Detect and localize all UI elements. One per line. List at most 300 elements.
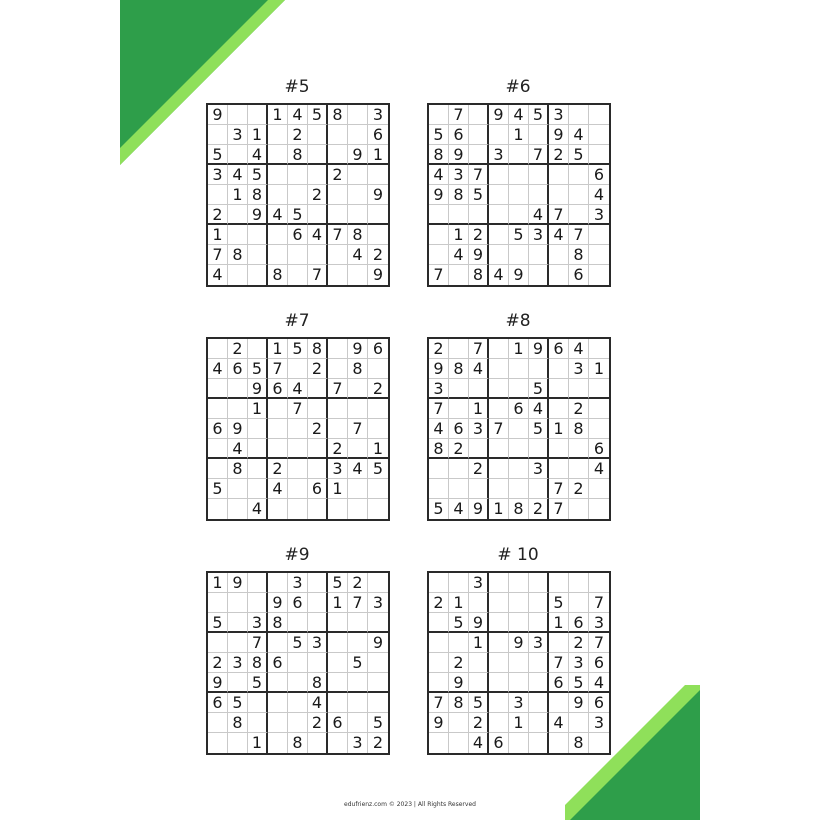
sudoku-cell xyxy=(529,265,549,285)
sudoku-cell: 3 xyxy=(228,125,248,145)
sudoku-cell: 8 xyxy=(509,499,529,519)
sudoku-cell xyxy=(569,105,589,125)
sudoku-cell: 7 xyxy=(589,593,609,613)
puzzle-title: #6 xyxy=(505,77,531,97)
sudoku-cell xyxy=(529,439,549,459)
sudoku-cell: 3 xyxy=(429,379,449,399)
sudoku-cell xyxy=(228,733,248,753)
sudoku-cell: 3 xyxy=(368,105,388,125)
sudoku-cell: 2 xyxy=(469,713,489,733)
sudoku-cell: 6 xyxy=(489,733,509,753)
sudoku-cell xyxy=(429,105,449,125)
sudoku-cell: 5 xyxy=(469,185,489,205)
sudoku-cell xyxy=(489,459,509,479)
sudoku-cell: 9 xyxy=(509,633,529,653)
sudoku-cell: 2 xyxy=(268,459,288,479)
sudoku-cell xyxy=(569,205,589,225)
sudoku-cell: 8 xyxy=(429,145,449,165)
sudoku-cell xyxy=(489,339,509,359)
sudoku-cell xyxy=(529,185,549,205)
sudoku-cell xyxy=(368,419,388,439)
sudoku-cell xyxy=(368,165,388,185)
sudoku-cell xyxy=(288,165,308,185)
sudoku-cell: 2 xyxy=(569,633,589,653)
sudoku-cell xyxy=(328,145,348,165)
sudoku-grid xyxy=(206,103,390,287)
sudoku-cell: 1 xyxy=(469,633,489,653)
sudoku-cell xyxy=(268,573,288,593)
sudoku-cell: 4 xyxy=(308,225,328,245)
sudoku-cell: 1 xyxy=(208,225,228,245)
sudoku-cell xyxy=(549,733,569,753)
sudoku-cell: 2 xyxy=(429,339,449,359)
sudoku-cell xyxy=(529,613,549,633)
sudoku-cell xyxy=(489,165,509,185)
sudoku-cell: 1 xyxy=(268,339,288,359)
sudoku-cell xyxy=(328,653,348,673)
sudoku-cell xyxy=(368,673,388,693)
sudoku-cell: 4 xyxy=(288,105,308,125)
sudoku-cell xyxy=(368,479,388,499)
sudoku-cell xyxy=(228,265,248,285)
sudoku-cell xyxy=(469,673,489,693)
sudoku-cell: 3 xyxy=(368,593,388,613)
sudoku-cell xyxy=(489,245,509,265)
sudoku-cell: 3 xyxy=(469,419,489,439)
sudoku-cell xyxy=(509,439,529,459)
sudoku-cell xyxy=(328,245,348,265)
sudoku-cell: 4 xyxy=(429,165,449,185)
sudoku-cell xyxy=(208,339,228,359)
sudoku-cell xyxy=(308,165,328,185)
sudoku-cell xyxy=(368,205,388,225)
sudoku-cell xyxy=(469,105,489,125)
sudoku-cell xyxy=(469,125,489,145)
sudoku-cell xyxy=(589,573,609,593)
sudoku-cell xyxy=(228,205,248,225)
sudoku-cell: 3 xyxy=(509,693,529,713)
sudoku-cell xyxy=(569,459,589,479)
sudoku-cell: 9 xyxy=(348,339,368,359)
sudoku-cell xyxy=(368,613,388,633)
sudoku-cell xyxy=(509,145,529,165)
sudoku-cell xyxy=(328,419,348,439)
sudoku-cell xyxy=(529,593,549,613)
sudoku-cell xyxy=(449,713,469,733)
sudoku-cell: 4 xyxy=(208,265,228,285)
sudoku-cell: 7 xyxy=(469,165,489,185)
sudoku-cell xyxy=(348,713,368,733)
sudoku-cell xyxy=(208,459,228,479)
sudoku-cell xyxy=(469,439,489,459)
sudoku-cell: 8 xyxy=(348,359,368,379)
sudoku-cell: 8 xyxy=(449,359,469,379)
sudoku-cell: 4 xyxy=(589,185,609,205)
sudoku-cell xyxy=(288,499,308,519)
sudoku-cell: 5 xyxy=(368,713,388,733)
sudoku-cell xyxy=(288,479,308,499)
sudoku-cell: 7 xyxy=(248,633,268,653)
sudoku-cell xyxy=(589,339,609,359)
sudoku-cell xyxy=(449,633,469,653)
sudoku-cell: 2 xyxy=(549,145,569,165)
sudoku-cell: 3 xyxy=(449,165,469,185)
sudoku-cell: 7 xyxy=(549,479,569,499)
sudoku-cell xyxy=(308,125,328,145)
sudoku-cell xyxy=(248,459,268,479)
sudoku-cell xyxy=(248,593,268,613)
sudoku-cell xyxy=(489,633,509,653)
sudoku-cell: 8 xyxy=(569,419,589,439)
sudoku-cell xyxy=(328,633,348,653)
sudoku-cell: 2 xyxy=(368,245,388,265)
sudoku-cell: 6 xyxy=(228,359,248,379)
sudoku-cell: 9 xyxy=(429,185,449,205)
sudoku-cell xyxy=(208,593,228,613)
sudoku-cell xyxy=(248,105,268,125)
sudoku-cell xyxy=(489,125,509,145)
sudoku-cell xyxy=(469,145,489,165)
sudoku-cell xyxy=(509,205,529,225)
sudoku-cell: 7 xyxy=(549,205,569,225)
sudoku-cell xyxy=(328,359,348,379)
sudoku-cell: 8 xyxy=(268,613,288,633)
sudoku-cell: 3 xyxy=(228,653,248,673)
sudoku-cell: 4 xyxy=(549,713,569,733)
sudoku-cell: 9 xyxy=(429,713,449,733)
sudoku-cell xyxy=(549,399,569,419)
sudoku-cell: 6 xyxy=(589,693,609,713)
sudoku-cell: 9 xyxy=(208,105,228,125)
sudoku-cell: 8 xyxy=(449,693,469,713)
sudoku-cell: 8 xyxy=(328,105,348,125)
sudoku-cell: 4 xyxy=(469,733,489,753)
sudoku-cell xyxy=(328,613,348,633)
sudoku-cell xyxy=(268,165,288,185)
sudoku-cell xyxy=(469,653,489,673)
sudoku-cell xyxy=(429,573,449,593)
sudoku-cell xyxy=(489,593,509,613)
sudoku-cell: 9 xyxy=(449,673,469,693)
sudoku-cell xyxy=(248,439,268,459)
sudoku-cell: 8 xyxy=(469,265,489,285)
sudoku-cell: 7 xyxy=(208,245,228,265)
sudoku-cell: 5 xyxy=(529,105,549,125)
sudoku-cell xyxy=(248,693,268,713)
sudoku-cell: 5 xyxy=(529,379,549,399)
sudoku-grid xyxy=(427,571,611,755)
sudoku-cell: 3 xyxy=(549,105,569,125)
sudoku-cell xyxy=(449,205,469,225)
sudoku-cell xyxy=(208,713,228,733)
sudoku-cell: 6 xyxy=(308,479,328,499)
sudoku-cell: 1 xyxy=(469,399,489,419)
sudoku-cell: 8 xyxy=(348,225,368,245)
sudoku-cell xyxy=(368,225,388,245)
sudoku-cell xyxy=(489,613,509,633)
sudoku-cell: 3 xyxy=(348,733,368,753)
sudoku-cell: 6 xyxy=(328,713,348,733)
sudoku-cell: 1 xyxy=(248,125,268,145)
sudoku-cell xyxy=(509,653,529,673)
sudoku-cell xyxy=(268,245,288,265)
copyright-footer: edufrienz.com © 2023 | All Rights Reserved xyxy=(344,801,476,808)
sudoku-cell xyxy=(228,399,248,419)
sudoku-cell xyxy=(228,499,248,519)
sudoku-cell: 2 xyxy=(569,479,589,499)
sudoku-cell: 4 xyxy=(549,225,569,245)
sudoku-cell xyxy=(569,593,589,613)
sudoku-cell xyxy=(549,359,569,379)
sudoku-cell xyxy=(288,265,308,285)
sudoku-cell xyxy=(268,633,288,653)
sudoku-cell: 7 xyxy=(549,499,569,519)
sudoku-cell xyxy=(449,265,469,285)
sudoku-cell xyxy=(569,185,589,205)
sudoku-cell xyxy=(228,225,248,245)
sudoku-cell: 2 xyxy=(469,225,489,245)
sudoku-cell xyxy=(208,733,228,753)
sudoku-cell xyxy=(228,633,248,653)
sudoku-cell: 4 xyxy=(589,673,609,693)
sudoku-cell xyxy=(429,225,449,245)
sudoku-cell xyxy=(569,713,589,733)
sudoku-cell: 5 xyxy=(429,125,449,145)
sudoku-cell: 5 xyxy=(529,419,549,439)
sudoku-cell xyxy=(368,499,388,519)
sudoku-cell: 1 xyxy=(368,145,388,165)
sudoku-cell: 2 xyxy=(449,653,469,673)
sudoku-cell: 1 xyxy=(248,399,268,419)
sudoku-cell: 2 xyxy=(288,125,308,145)
sudoku-cell: 4 xyxy=(248,145,268,165)
sudoku-cell: 6 xyxy=(288,225,308,245)
sudoku-cell xyxy=(308,379,328,399)
sudoku-cell: 4 xyxy=(208,359,228,379)
sudoku-cell xyxy=(589,499,609,519)
sudoku-cell: 9 xyxy=(429,359,449,379)
sudoku-cell: 1 xyxy=(449,225,469,245)
sudoku-cell xyxy=(569,573,589,593)
sudoku-cell: 4 xyxy=(569,125,589,145)
sudoku-cell: 6 xyxy=(509,399,529,419)
sudoku-cell xyxy=(268,125,288,145)
sudoku-cell xyxy=(529,573,549,593)
sudoku-cell: 6 xyxy=(368,125,388,145)
sudoku-cell: 6 xyxy=(569,613,589,633)
sudoku-cell: 1 xyxy=(589,359,609,379)
sudoku-cell: 8 xyxy=(429,439,449,459)
sudoku-cell: 3 xyxy=(589,205,609,225)
sudoku-cell xyxy=(248,245,268,265)
sudoku-cell xyxy=(368,693,388,713)
sudoku-cell: 8 xyxy=(228,459,248,479)
sudoku-cell xyxy=(529,693,549,713)
sudoku-cell: 2 xyxy=(308,419,328,439)
sudoku-cell xyxy=(489,225,509,245)
sudoku-cell: 7 xyxy=(288,399,308,419)
sudoku-cell: 3 xyxy=(308,633,328,653)
sudoku-cell xyxy=(288,713,308,733)
sudoku-cell: 1 xyxy=(268,105,288,125)
sudoku-cell xyxy=(328,265,348,285)
sudoku-cell xyxy=(589,125,609,145)
sudoku-cell: 9 xyxy=(509,265,529,285)
sudoku-cell: 7 xyxy=(348,419,368,439)
sudoku-cell: 1 xyxy=(328,593,348,613)
sudoku-cell xyxy=(348,399,368,419)
sudoku-cell xyxy=(569,499,589,519)
sudoku-cell: 3 xyxy=(529,459,549,479)
sudoku-cell: 5 xyxy=(348,653,368,673)
sudoku-cell xyxy=(549,439,569,459)
sudoku-cell: 6 xyxy=(549,339,569,359)
sudoku-cell xyxy=(549,633,569,653)
sudoku-cell: 8 xyxy=(228,713,248,733)
sudoku-cell xyxy=(529,125,549,145)
sudoku-cell: 5 xyxy=(248,359,268,379)
sudoku-cell: 7 xyxy=(429,265,449,285)
sudoku-cell xyxy=(248,713,268,733)
sudoku-cell xyxy=(348,673,368,693)
sudoku-cell xyxy=(429,205,449,225)
sudoku-cell: 7 xyxy=(328,225,348,245)
sudoku-cell: 4 xyxy=(449,245,469,265)
sudoku-cell: 7 xyxy=(429,399,449,419)
sudoku-cell xyxy=(208,633,228,653)
sudoku-cell xyxy=(308,245,328,265)
sudoku-cell xyxy=(589,479,609,499)
sudoku-cell xyxy=(489,673,509,693)
sudoku-cell xyxy=(328,205,348,225)
sudoku-cell xyxy=(288,459,308,479)
sudoku-cell xyxy=(529,359,549,379)
sudoku-cell xyxy=(308,573,328,593)
sudoku-cell: 8 xyxy=(308,673,328,693)
sudoku-cell xyxy=(228,379,248,399)
sudoku-cell: 3 xyxy=(589,713,609,733)
sudoku-cell xyxy=(509,593,529,613)
sudoku-cell: 2 xyxy=(449,439,469,459)
sudoku-cell xyxy=(529,165,549,185)
sudoku-cell: 3 xyxy=(529,633,549,653)
sudoku-cell xyxy=(489,693,509,713)
sudoku-cell: 9 xyxy=(228,573,248,593)
sudoku-cell xyxy=(348,105,368,125)
sudoku-cell xyxy=(509,673,529,693)
sudoku-cell: 1 xyxy=(208,573,228,593)
sudoku-cell: 7 xyxy=(549,653,569,673)
sudoku-cell xyxy=(268,399,288,419)
sudoku-cell: 4 xyxy=(248,499,268,519)
sudoku-cell: 9 xyxy=(248,205,268,225)
sudoku-cell xyxy=(368,399,388,419)
sudoku-cell xyxy=(589,399,609,419)
sudoku-cell: 1 xyxy=(228,185,248,205)
sudoku-cell: 8 xyxy=(268,265,288,285)
sudoku-cell xyxy=(268,499,288,519)
sudoku-cell xyxy=(288,673,308,693)
sudoku-cell: 7 xyxy=(569,225,589,245)
sudoku-cell xyxy=(328,339,348,359)
sudoku-cell: 6 xyxy=(549,673,569,693)
sudoku-cell xyxy=(208,185,228,205)
sudoku-cell xyxy=(248,573,268,593)
sudoku-cell: 3 xyxy=(529,225,549,245)
sudoku-cell xyxy=(328,125,348,145)
sudoku-cell xyxy=(308,459,328,479)
sudoku-cell xyxy=(308,399,328,419)
sudoku-cell xyxy=(288,359,308,379)
sudoku-cell xyxy=(348,613,368,633)
sudoku-cell xyxy=(228,105,248,125)
sudoku-cell: 5 xyxy=(208,479,228,499)
sudoku-cell xyxy=(308,733,328,753)
puzzle-title: #9 xyxy=(284,545,310,565)
sudoku-cell xyxy=(228,145,248,165)
sudoku-cell: 6 xyxy=(569,265,589,285)
sudoku-cell xyxy=(248,479,268,499)
sudoku-cell xyxy=(509,185,529,205)
sudoku-cell xyxy=(509,359,529,379)
sudoku-grid xyxy=(206,571,390,755)
sudoku-cell: 8 xyxy=(569,245,589,265)
sudoku-cell xyxy=(348,499,368,519)
sudoku-cell: 7 xyxy=(589,633,609,653)
sudoku-cell: 2 xyxy=(308,185,328,205)
sudoku-cell xyxy=(509,733,529,753)
sudoku-cell: 7 xyxy=(328,379,348,399)
sudoku-cell: 8 xyxy=(248,185,268,205)
sudoku-cell xyxy=(308,653,328,673)
sudoku-cell xyxy=(228,673,248,693)
puzzle-title: #5 xyxy=(284,77,310,97)
sudoku-cell: 5 xyxy=(228,693,248,713)
sudoku-cell xyxy=(489,479,509,499)
sudoku-cell xyxy=(449,339,469,359)
sudoku-cell xyxy=(348,439,368,459)
sudoku-cell: 9 xyxy=(228,419,248,439)
sudoku-cell xyxy=(328,499,348,519)
sudoku-cell: 6 xyxy=(268,379,288,399)
sudoku-cell xyxy=(429,459,449,479)
sudoku-cell xyxy=(268,693,288,713)
sudoku-cell xyxy=(529,713,549,733)
sudoku-cell xyxy=(348,693,368,713)
sudoku-cell xyxy=(348,633,368,653)
sudoku-cell xyxy=(348,479,368,499)
sudoku-cell: 1 xyxy=(489,499,509,519)
sudoku-cell xyxy=(288,693,308,713)
sudoku-cell xyxy=(509,479,529,499)
sudoku-cell: 4 xyxy=(509,105,529,125)
sudoku-cell: 9 xyxy=(489,105,509,125)
sudoku-cell xyxy=(288,653,308,673)
sudoku-cell: 3 xyxy=(469,573,489,593)
sudoku-cell xyxy=(208,439,228,459)
sudoku-cell: 6 xyxy=(589,439,609,459)
puzzle-title: # 10 xyxy=(497,545,539,565)
sudoku-cell: 1 xyxy=(549,613,569,633)
sudoku-cell: 3 xyxy=(248,613,268,633)
sudoku-cell xyxy=(328,399,348,419)
sudoku-cell xyxy=(589,733,609,753)
sudoku-cell xyxy=(429,653,449,673)
sudoku-cell xyxy=(308,593,328,613)
sudoku-cell xyxy=(328,693,348,713)
sudoku-cell xyxy=(348,265,368,285)
sudoku-cell xyxy=(589,265,609,285)
